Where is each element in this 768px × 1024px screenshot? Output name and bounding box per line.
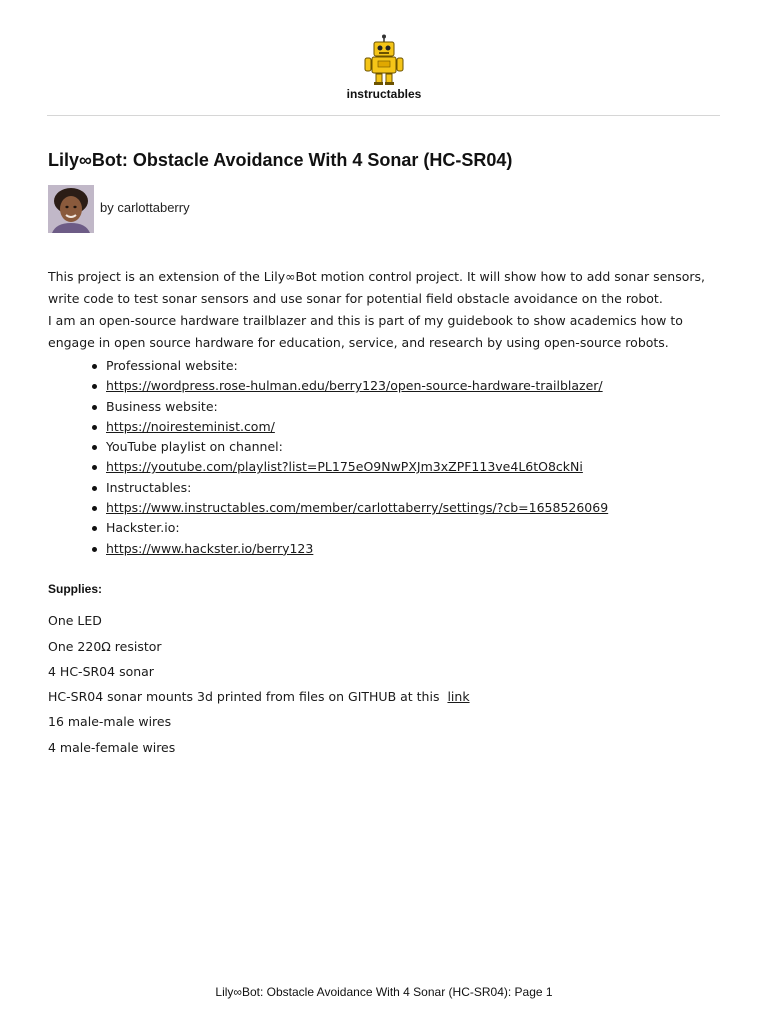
bullet-icon (92, 445, 97, 450)
list-item (90, 457, 608, 477)
list-label: Business website: (106, 398, 218, 414)
supply-item-text: HC-SR04 sonar mounts 3d printed from files on GITHUB at this (48, 689, 440, 704)
list-label: Instructables: (106, 479, 192, 495)
author-byline[interactable]: by carlottaberry (100, 200, 190, 215)
supply-item (48, 688, 470, 706)
bullet-icon (92, 364, 97, 369)
supply-item: One LED (48, 613, 102, 628)
list-item (90, 397, 608, 417)
author-avatar-icon[interactable] (48, 185, 94, 233)
list-item (90, 518, 608, 538)
list-item (90, 417, 608, 437)
bullet-icon (92, 384, 97, 389)
intro-paragraph: This project is an extension of the Lily∞Bot motion control project. It will show how to add sonar sensors, write code to test sonar sensors and use sonar for potential field obstacle avoidance on the robot. (48, 269, 706, 306)
supply-item: 4 HC-SR04 sonar (48, 664, 154, 679)
links-list (90, 356, 608, 559)
list-item (90, 437, 608, 457)
github-link[interactable]: link (447, 689, 470, 704)
list-label: Hackster.io: (106, 520, 180, 536)
bullet-icon (92, 526, 97, 531)
bullet-icon (92, 425, 97, 430)
bullet-icon (92, 506, 97, 511)
list-item (90, 478, 608, 498)
about-paragraph: I am an open-source hardware trailblazer and this is part of my guidebook to show academics how to engage in open source hardware for education, service, and research by using open-source robots. (48, 313, 683, 350)
page-title: Lily∞Bot: Obstacle Avoidance With 4 Sonar (HC-SR04) (48, 150, 513, 170)
supply-item: 4 male-female wires (48, 740, 176, 755)
list-item (90, 376, 608, 396)
supplies-heading: Supplies: (48, 582, 103, 596)
list-label: Professional website: (106, 358, 238, 373)
supply-item: One 220Ω resistor (48, 639, 162, 654)
list-label: YouTube playlist on channel: (106, 439, 283, 455)
list-item (90, 356, 608, 376)
youtube-playlist-link[interactable]: https://youtube.com/playlist?list=PL175eO9NwPXJm3xZPF113ve4L6tO8ckNi (106, 459, 583, 475)
business-website-link[interactable]: https://noiresteminist.com/ (106, 418, 275, 434)
professional-website-link[interactable]: https://wordpress.rose-hulman.edu/berry123/open-source-hardware-trailblazer/ (106, 378, 603, 394)
brand-name[interactable]: instructables (346, 87, 422, 101)
bullet-icon (92, 405, 97, 410)
instructables-profile-link[interactable]: https://www.instructables.com/member/carlottaberry/settings/?cb=1658526069 (106, 500, 609, 516)
bullet-icon (92, 486, 97, 491)
page-header (0, 0, 768, 116)
list-item (90, 539, 608, 559)
page-footer: Lily∞Bot: Obstacle Avoidance With 4 Sonar (HC-SR04): Page 1 (215, 985, 553, 999)
header-divider (47, 115, 720, 116)
hackster-link[interactable]: https://www.hackster.io/berry123 (106, 540, 314, 556)
instructables-robot-logo-icon[interactable] (360, 34, 408, 86)
supply-item: 16 male-male wires (48, 714, 172, 729)
bullet-icon (92, 547, 97, 552)
bullet-icon (92, 465, 97, 470)
list-item (90, 498, 608, 518)
